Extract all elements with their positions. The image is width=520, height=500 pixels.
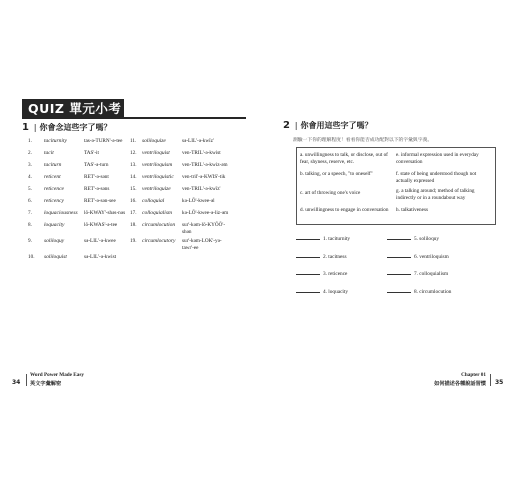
item-pronunciation: sə-LIL'-ə-kwīz' [182, 138, 214, 144]
matching-item [387, 254, 449, 260]
matching-item [296, 254, 347, 260]
matching-item [387, 289, 451, 295]
definition-option: f. state of being understood though not actually expressed [396, 171, 477, 184]
answer-blank[interactable] [296, 239, 320, 240]
item-word: ventriloquistic [142, 174, 174, 180]
answer-blank[interactable] [296, 274, 320, 275]
item-pronunciation: sur'-kəm-LOK'-yə- [182, 238, 222, 244]
matching-item [387, 236, 439, 242]
definition-option: e. informal expression used in everyday conversation [396, 152, 479, 165]
item-word: colloquialism [142, 210, 172, 216]
item-pronunciation: lō-KWAS'-ə-tee [84, 222, 118, 228]
item-word: taciturnity [44, 138, 67, 144]
answer-blank[interactable] [387, 274, 411, 275]
section2-number: 2 [283, 120, 290, 131]
item-number: 1. [28, 138, 32, 144]
item-number: 9. [28, 238, 32, 244]
quiz-banner [22, 99, 124, 118]
definition-option: d. unwillingness to engage in conversation [300, 207, 389, 213]
item-word: taciturn [44, 162, 62, 168]
section1-number: 1 [22, 122, 29, 133]
item-pronunciation: ven-TRIL'-ə-kwiz-əm [182, 162, 228, 168]
right-footer-divider [490, 374, 491, 386]
item-number: 7. [28, 210, 32, 216]
item-number: 6. [28, 198, 32, 204]
item-pronunciation: sur'-kəm-lō-KYŌŌ'- [182, 222, 226, 228]
item-pronunciation: ven-tril'-ə-KWIS'-tik [182, 174, 226, 180]
item-word: loquaciousness [44, 210, 78, 216]
item-word: soliloquize [142, 138, 166, 144]
section1-title: 你會念這些字了嗎？ [39, 123, 112, 132]
item-number: 5. [28, 186, 32, 192]
answer-blank[interactable] [387, 257, 411, 258]
matching-word: 7. colloquialism [414, 271, 449, 277]
matching-word: 2. tacitness [323, 254, 347, 260]
item-number: 11. [130, 138, 137, 144]
item-pronunciation: RET'-ə-sənt [84, 174, 109, 180]
answer-blank[interactable] [296, 257, 320, 258]
item-pronunciation: RET'-ə-səns [84, 186, 110, 192]
item-pronunciation: sə-LIL'-ə-kwist [84, 254, 117, 260]
right-page-number: 35 [495, 379, 504, 386]
answer-blank[interactable] [387, 239, 411, 240]
definition-option: h. talkativeness [396, 207, 428, 213]
right-chapter-title: 如何描述各種說話習慣 [434, 381, 486, 387]
item-word: soliloquist [44, 254, 67, 260]
item-pronunciation: kə-LŌ'-kwee-ə-liz-əm [182, 210, 229, 216]
matching-word: 6. ventriloquism [414, 254, 449, 260]
item-word: circumlocution [142, 222, 176, 228]
item-pronunciation: lō-KWAY'-shəs-nəs [84, 210, 126, 216]
item-number: 2. [28, 150, 32, 156]
item-pronunciation: sə-LIL'-ə-kwee [84, 238, 116, 244]
answer-blank[interactable] [296, 292, 320, 293]
item-word: colloquial [142, 198, 165, 204]
item-pronunciation: ven-TRIL'-ə-kwist [182, 150, 221, 156]
item-number: 8. [28, 222, 32, 228]
matching-item [296, 236, 350, 242]
item-word: tacit [44, 150, 54, 156]
item-word: ventriloquist [142, 150, 170, 156]
item-pronunciation: TAS'-it [84, 150, 99, 156]
answer-blank[interactable] [387, 292, 411, 293]
matching-item [296, 289, 348, 295]
item-word: loquacity [44, 222, 65, 228]
item-number: 3. [28, 162, 32, 168]
item-pronunciation-cont: shən [182, 229, 192, 235]
item-pronunciation-cont: tawr'-ee [182, 245, 199, 251]
item-number: 18. [130, 222, 137, 228]
item-word: reticency [44, 198, 64, 204]
item-pronunciation: RET'-ə-sən-see [84, 198, 116, 204]
section1-heading: 1 | 你會念這些字了嗎？ [22, 122, 112, 133]
section2-title: 你會用這些字了嗎？ [300, 121, 373, 130]
item-word: ventriloquize [142, 186, 171, 192]
definition-option: b. talking, or a speech, "to oneself" [300, 171, 373, 177]
matching-item [387, 271, 448, 277]
left-book-title-zh: 英文字彙解密 [30, 381, 62, 387]
item-word: reticence [44, 186, 64, 192]
item-word: circumlocutory [142, 238, 176, 244]
definition-option: c. art of throwing one's voice [300, 190, 361, 196]
section2-heading: 2 | 你會用這些字了嗎？ [283, 120, 373, 131]
matching-item [296, 271, 347, 277]
quiz-title: QUIZ 單元小考 [28, 101, 122, 116]
item-pronunciation: ven-TRIL'-ə-kwīz' [182, 186, 221, 192]
left-book-title-en: Word Power Made Easy [30, 372, 84, 378]
item-number: 10. [28, 254, 35, 260]
definition-option: g. a talking around; method of talking indirectly or in a roundabout way [396, 188, 475, 201]
item-number: 4. [28, 174, 32, 180]
section2-instruction: 測驗一下你的理解程度！看看你能否成功配對以下的字彙與字義。 [293, 138, 433, 143]
item-pronunciation: tas-ə-TURN'-ə-tee [84, 138, 123, 144]
matching-word: 1. taciturnity [323, 236, 351, 242]
item-word: ventriloquism [142, 162, 173, 168]
item-number: 16. [130, 198, 137, 204]
item-pronunciation: kə-LŌ'-kwee-əl [182, 198, 215, 204]
matching-word: 4. loquacity [323, 289, 349, 295]
definition-option: a. unwillingness to talk, or disclose, out of fear, shyness, reserve, etc. [300, 152, 388, 165]
item-number: 12. [130, 150, 137, 156]
item-number: 17. [130, 210, 137, 216]
matching-word: 3. reticence [323, 271, 348, 277]
item-word: reticent [44, 174, 61, 180]
item-word: soliloquy [44, 238, 65, 244]
banner-rule [22, 117, 246, 119]
matching-word: 8. circumlocution [414, 289, 452, 295]
item-pronunciation: TAS'-ə-turn [84, 162, 109, 168]
item-number: 14. [130, 174, 137, 180]
item-number: 13. [130, 162, 137, 168]
matching-word: 5. soliloquy [414, 236, 440, 242]
left-footer-divider [26, 374, 27, 386]
item-number: 15. [130, 186, 137, 192]
left-page-number: 34 [12, 379, 21, 386]
right-chapter: Chapter 01 [461, 372, 486, 378]
item-number: 19. [130, 238, 137, 244]
